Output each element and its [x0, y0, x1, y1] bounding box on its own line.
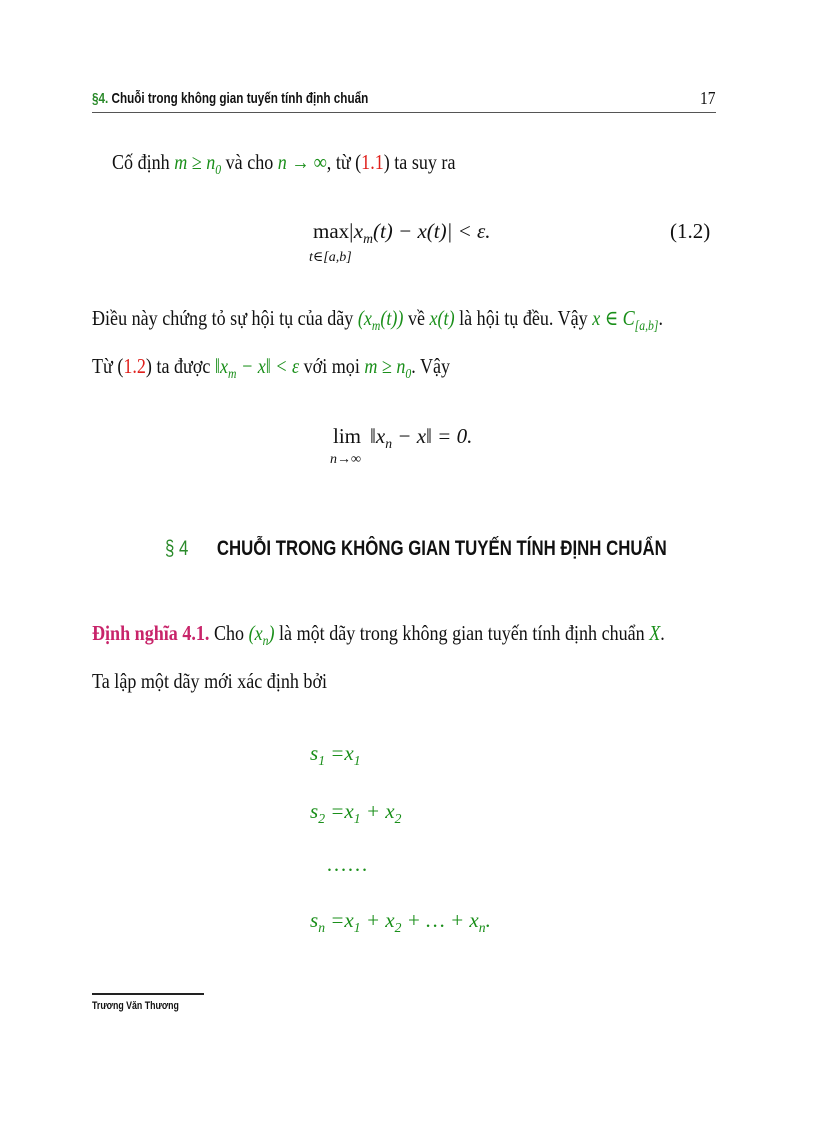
section-heading: [165, 537, 667, 561]
eq-body: $|x_m(t) - x(t)| < \varepsilon$.: [348, 219, 491, 247]
header-rule: [92, 112, 716, 113]
math-inclusion: x ∈ $C_{[a,b]}$: [592, 306, 659, 334]
sum-s1: $s_1 =x_1$: [310, 741, 361, 769]
text: với mọi: [299, 354, 365, 378]
math-space: X: [649, 621, 661, 645]
text: , từ (: [326, 150, 362, 174]
text: là hội tụ đều. Vậy: [454, 306, 593, 330]
text: về: [403, 306, 430, 330]
page-number: 17: [700, 88, 716, 108]
running-header: [92, 90, 368, 107]
text: .: [658, 306, 663, 330]
definition-line-2: Ta lập một dãy mới xác định bởi: [92, 669, 328, 693]
equation-reference[interactable]: 1.2: [123, 354, 146, 378]
sum-sn: $s_n =x_1 + x_2$ + … + $x_n$.: [310, 908, 491, 936]
equation-max-operator: max: [313, 219, 350, 243]
equation-lim-subscript: n→∞: [330, 452, 361, 467]
math-xt: x(t): [429, 306, 455, 330]
text: Cố định: [112, 150, 175, 174]
footer-author: Trương Văn Thương: [92, 1000, 179, 1012]
definition-4-1: [92, 621, 665, 649]
paragraph-1: [112, 150, 455, 178]
math-sequence: $(x_m(t))$: [357, 306, 404, 334]
math-limit: n → ∞: [277, 150, 327, 174]
text: Điều này chứng tỏ sự hội tụ của dãy: [92, 306, 358, 330]
equation-max-subscript: t∈[a,b]: [309, 250, 352, 265]
text: là một dãy trong không gian tuyến tính định chuẩn: [274, 621, 650, 645]
text: ) ta được: [145, 354, 215, 378]
equation-number: (1.2): [670, 219, 711, 243]
equation-1-2-body: [348, 219, 491, 247]
math-norm: $‖x_m$ − x‖ < ε: [214, 354, 300, 382]
section-title: CHUỖI TRONG KHÔNG GIAN TUYẾN TÍNH ĐỊNH CHUẨN: [216, 537, 667, 560]
equation-lim-operator: lim: [333, 424, 362, 448]
text: Cho: [209, 621, 249, 645]
math-sequence: $(x_n)$: [248, 621, 275, 649]
text: . Vậy: [411, 354, 451, 378]
paragraph-3: [92, 354, 450, 382]
equation-reference[interactable]: 1.1: [361, 150, 384, 174]
footer-rule: [92, 993, 204, 995]
text: .: [660, 621, 665, 645]
equation-lim-body: $‖x_n$ − x‖ = 0.: [370, 424, 473, 452]
header-section-symbol: §4.: [92, 90, 109, 107]
header-section-title: Chuỗi trong không gian tuyến tính định chuẩn: [111, 90, 369, 107]
text: và cho: [221, 150, 278, 174]
paragraph-2: [92, 306, 663, 334]
section-symbol: § 4: [165, 537, 189, 560]
text: Từ (: [92, 354, 124, 378]
text: ) ta suy ra: [383, 150, 456, 174]
definition-label: Định nghĩa 4.1.: [92, 621, 210, 645]
math-condition: $m \ge n_0$: [364, 354, 412, 382]
math-condition: $m \ge n_0$: [174, 150, 222, 178]
sum-s2: $s_2 =x_1 + x_2$: [310, 799, 402, 827]
sum-dots: ……: [326, 852, 368, 876]
